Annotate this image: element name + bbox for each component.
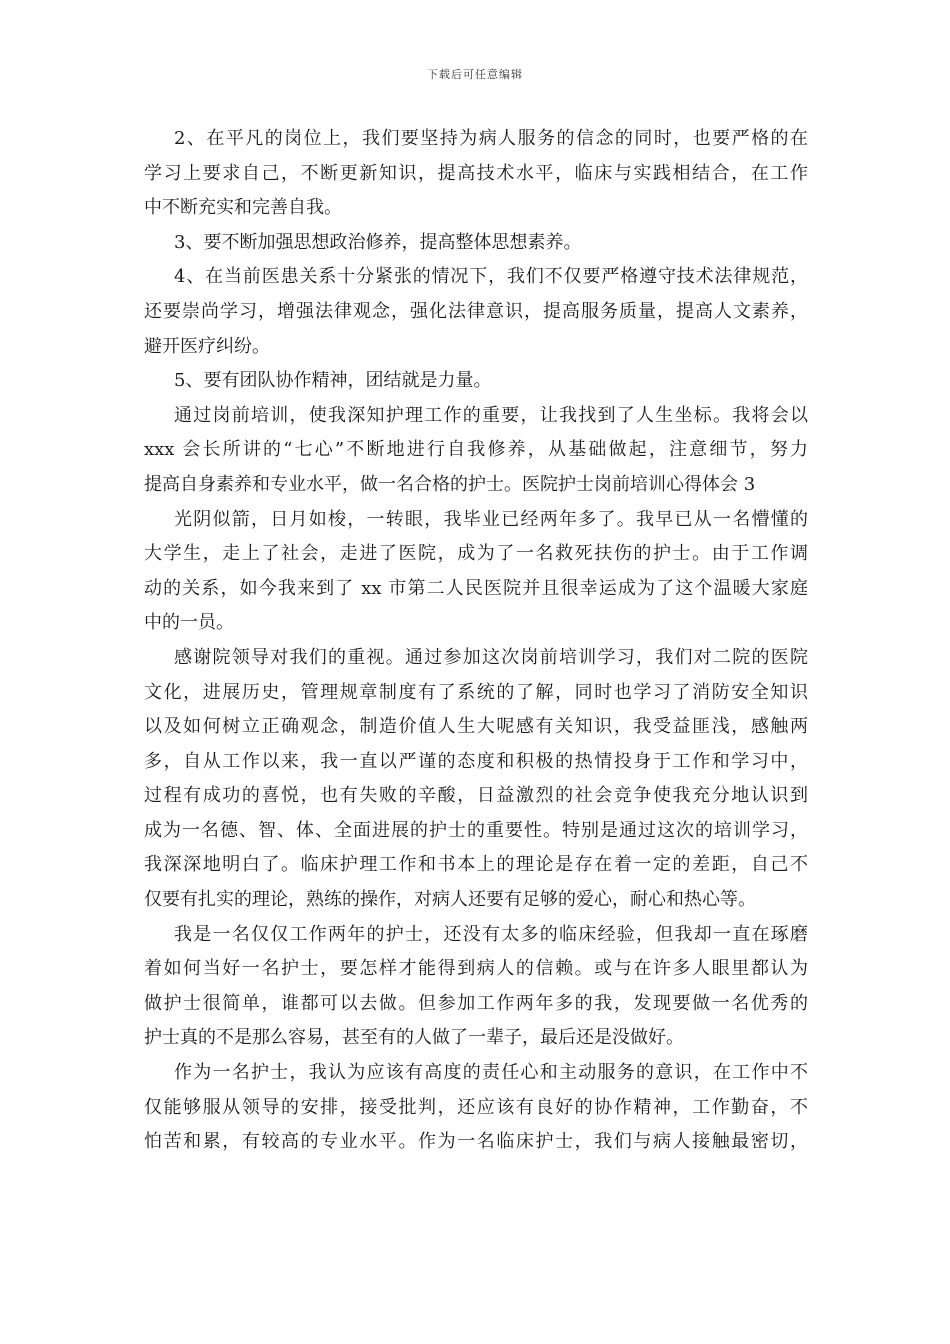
document-body <box>144 122 808 1160</box>
text-line: 中的一员。 <box>144 612 234 634</box>
text-line: 感谢院领导对我们的重视。通过参加这次岗前培训学习，我们对二院的医院 <box>174 646 808 668</box>
text-line: 我是一名仅仅工作两年的护士，还没有太多的临床经验，但我却一直在琢磨 <box>174 923 808 945</box>
text-line: 做护士很简单，谁都可以去做。但参加工作两年多的我，发现要做一名优秀的 <box>144 992 808 1014</box>
text-line: 以及如何树立正确观念，制造价值人生大呢感有关知识，我受益匪浅，感触两 <box>144 716 808 738</box>
text-line: 通过岗前培训，使我深知护理工作的重要，让我找到了人生坐标。我将会以 <box>174 404 808 426</box>
text-line: 3、要不断加强思想政治修养，提高整体思想素养。 <box>174 231 582 253</box>
text-line: 仅要有扎实的理论，熟练的操作，对病人还要有足够的爱心，耐心和热心等。 <box>144 889 756 911</box>
text-line: 还要崇尚学习，增强法律观念，强化法律意识，提高服务质量，提高人文素养， <box>144 300 808 322</box>
text-line: 5、要有团队协作精神，团结就是力量。 <box>174 370 492 392</box>
text-line: xxx 会长所讲的“七心”不断地进行自我修养，从基础做起，注意细节，努力 <box>144 439 808 461</box>
text-line: 提高自身素养和专业水平，做一名合格的护士。医院护士岗前培训心得体会 3 <box>144 473 756 495</box>
text-line: 过程有成功的喜悦，也有失败的辛酸，日益激烈的社会竞争使我充分地认识到 <box>144 785 808 807</box>
text-line: 中不断充实和完善自我。 <box>144 197 342 219</box>
text-line: 着如何当好一名护士，要怎样才能得到病人的信赖。或与在许多人眼里都认为 <box>144 958 808 980</box>
page-header: 下载后可任意编辑 <box>427 68 523 81</box>
text-line: 2、在平凡的岗位上，我们要坚持为病人服务的信念的同时，也要严格的在 <box>174 128 808 149</box>
text-line: 4、在当前医患关系十分紧张的情况下，我们不仅要严格遵守技术法律规范， <box>174 266 808 288</box>
text-line: 作为一名护士，我认为应该有高度的责任心和主动服务的意识，在工作中不 <box>174 1062 808 1084</box>
text-line: 成为一名德、智、体、全面进展的护士的重要性。特别是通过这次的培训学习， <box>144 819 808 841</box>
text-line: 多，自从工作以来，我一直以严谨的态度和积极的热情投身于工作和学习中， <box>144 750 808 772</box>
text-line: 文化，进展历史，管理规章制度有了系统的了解，同时也学习了消防安全知识 <box>144 681 808 703</box>
text-line: 动的关系，如今我来到了 xx 市第二人民医院并且很幸运成为了这个温暖大家庭 <box>144 577 808 599</box>
text-line: 怕苦和累，有较高的专业水平。作为一名临床护士，我们与病人接触最密切， <box>144 1131 808 1153</box>
text-line: 大学生，走上了社会，走进了医院，成为了一名救死扶伤的护士。由于工作调 <box>144 543 808 565</box>
text-line: 我深深地明白了。临床护理工作和书本上的理论是存在着一定的差距，自己不 <box>144 854 808 876</box>
text-line: 学习上要求自己，不断更新知识，提高技术水平，临床与实践相结合，在工作 <box>144 162 808 184</box>
text-line: 避开医疗纠纷。 <box>144 335 270 357</box>
text-line: 仅能够服从领导的安排，接受批判，还应该有良好的协作精神，工作勤奋，不 <box>144 1096 808 1118</box>
text-line: 光阴似箭，日月如梭，一转眼，我毕业已经两年多了。我早已从一名懵懂的 <box>174 508 808 530</box>
text-line: 护士真的不是那么容易，甚至有的人做了一辈子，最后还是没做好。 <box>144 1027 684 1049</box>
